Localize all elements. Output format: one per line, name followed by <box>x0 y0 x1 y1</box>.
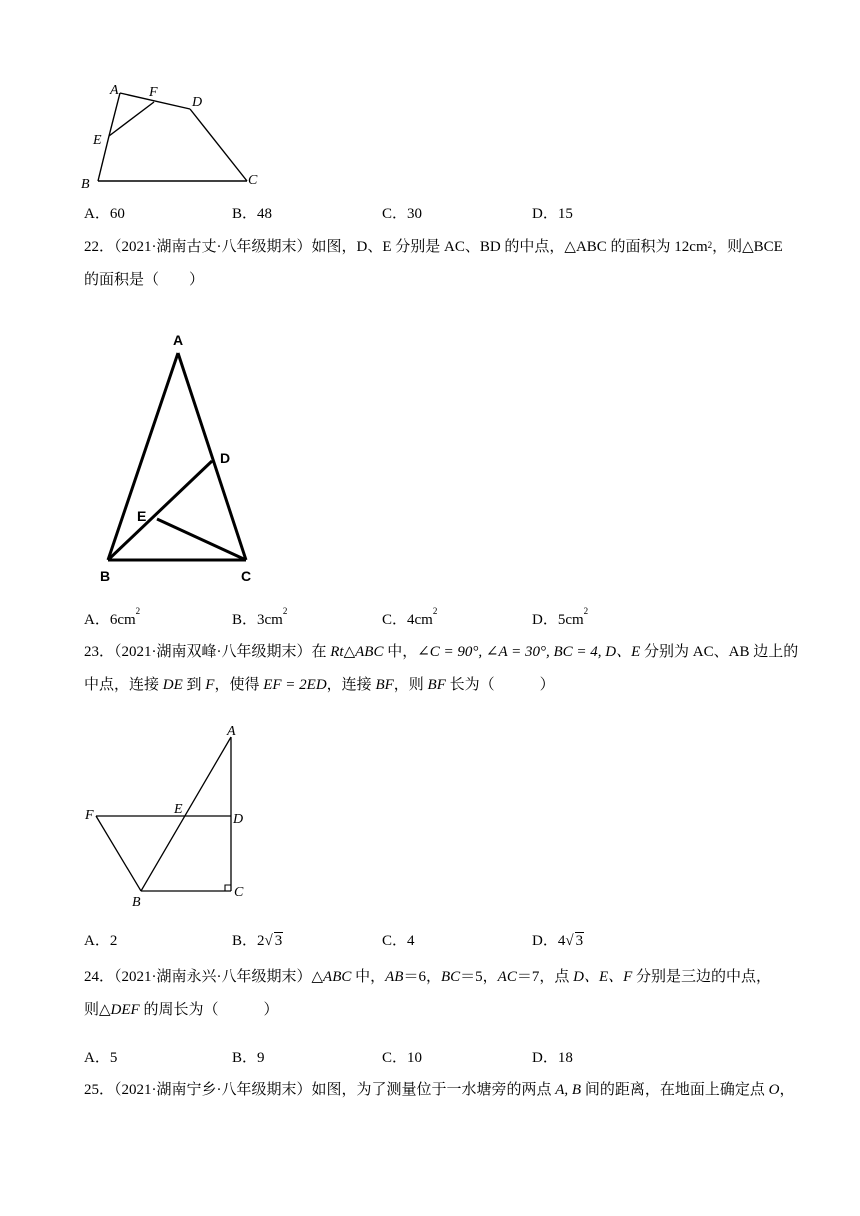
q23-option-d-prefix: D． <box>532 933 558 949</box>
q22-label-b: B <box>100 568 111 584</box>
q23-label-e: E <box>174 802 183 817</box>
q22-line-2: 的面积是（ ） <box>84 272 205 288</box>
q22-line-1 <box>84 231 784 264</box>
q21-label-f: F <box>149 85 158 100</box>
q22-text-a: 22．（2021·湖南古丈·八年级期末）如图，D、E 分别是 AC、BD 的中点，△ABC 的面积为 12cm <box>84 239 708 255</box>
q23-segment-fb <box>96 816 141 891</box>
q24-l2-a: 则△ <box>84 1002 111 1018</box>
q22-segment-ec <box>157 519 246 560</box>
q24-option-b[interactable]: B．9 <box>232 1050 265 1066</box>
q23-l2-c: ，使得 <box>214 677 264 693</box>
q22-option-c-text: C．4cm <box>382 612 433 628</box>
q23-option-b-radicand: 3 <box>274 933 283 949</box>
radical-sign-icon: √ <box>565 933 574 949</box>
q22-option-b-sup: 2 <box>282 606 288 616</box>
q24-abc: ABC <box>323 969 352 985</box>
q21-option-a[interactable]: A．60 <box>84 206 125 222</box>
q24-def-2: DEF <box>110 1002 140 1018</box>
radical-sign-icon: √ <box>264 933 273 949</box>
q22-option-a-text: A．6cm <box>84 612 136 628</box>
q25-mid: 间的距离，在地面上确定点 <box>581 1082 769 1098</box>
q21-edge-cd <box>190 109 247 181</box>
q22-option-d[interactable] <box>532 608 588 629</box>
q21-label-e: E <box>93 133 102 148</box>
q24-prefix: 24．（2021·湖南永兴·八年级期末）△ <box>84 969 324 985</box>
q24-ab: AB <box>385 969 404 985</box>
q24-def: D、E、F <box>573 969 633 985</box>
q23-mid: 中， <box>383 644 418 660</box>
q24-v1: ＝6， <box>403 969 441 985</box>
q23-de: DE <box>162 677 183 693</box>
q22-edge-ab <box>108 353 178 560</box>
q22-option-d-sup: 2 <box>583 606 589 616</box>
q23-l2-d: ，连接 <box>326 677 376 693</box>
q23-bf-2: BF <box>427 677 446 693</box>
q21-option-d[interactable]: D．15 <box>532 206 573 222</box>
q23-rt-abc: Rt△ABC <box>330 644 384 660</box>
figure-21-quadrilateral <box>70 80 270 190</box>
question-23 <box>84 636 799 702</box>
q23-option-d-radicand: 3 <box>575 933 584 949</box>
q23-label-b: B <box>132 895 141 910</box>
question-25 <box>84 1074 795 1107</box>
q22-option-c-sup: 2 <box>432 606 438 616</box>
q21-label-b: B <box>81 177 90 192</box>
q23-l2-f: 长为（ ） <box>445 677 555 693</box>
q23-l2-e: ，则 <box>393 677 428 693</box>
q22-option-d-text: D．5cm <box>532 612 584 628</box>
q22-option-b[interactable] <box>232 608 287 629</box>
q23-option-a[interactable]: A．2 <box>84 933 118 949</box>
q25-o: O <box>768 1082 780 1098</box>
q23-line-2 <box>84 669 784 702</box>
q25-prefix: 25．（2021·湖南宁乡·八年级期末）如图，为了测量位于一水塘旁的两点 <box>84 1082 556 1098</box>
q24-line-2 <box>84 994 784 1027</box>
q24-v3: ＝7，点 <box>516 969 574 985</box>
q21-label-a: A <box>110 83 119 98</box>
q22-sup: 2 <box>707 240 713 250</box>
q23-option-c[interactable]: C．4 <box>382 933 415 949</box>
q23-edge-ab <box>141 737 231 891</box>
figure-23-right-triangle <box>80 715 280 915</box>
q22-label-a: A <box>173 332 184 348</box>
q21-label-c: C <box>248 173 258 188</box>
q24-mid: 中， <box>351 969 386 985</box>
q22-option-c[interactable] <box>382 608 437 629</box>
q22-text-b: ，则△BCE <box>712 239 783 255</box>
q24-tail: 分别是三边的中点， <box>632 969 772 985</box>
q22-label-c: C <box>241 568 252 584</box>
q21-label-d: D <box>192 95 203 110</box>
q22-option-b-text: B．3cm <box>232 612 283 628</box>
q21-option-b[interactable]: B．48 <box>232 206 273 222</box>
q23-condition: ∠C = 90°, ∠A = 30°, BC = 4, D、E <box>417 644 641 660</box>
q23-prefix: 23．（2021·湖南双峰·八年级期末）在 <box>84 644 331 660</box>
q25-tail: ， <box>779 1082 795 1098</box>
q23-label-f: F <box>85 808 94 823</box>
q23-option-d[interactable] <box>532 929 584 950</box>
q22-edge-ac <box>178 353 246 560</box>
q21-option-c[interactable]: C．30 <box>382 206 423 222</box>
q24-option-d[interactable]: D．18 <box>532 1050 573 1066</box>
q25-ab: A, B <box>555 1082 582 1098</box>
q23-option-b-coef: 2 <box>257 933 265 949</box>
q23-option-b-prefix: B． <box>232 933 258 949</box>
question-22 <box>84 231 784 297</box>
q23-label-a: A <box>227 724 236 739</box>
q22-label-e: E <box>137 508 147 524</box>
q23-option-d-coef: 4 <box>557 933 566 949</box>
q23-ef: EF = 2ED <box>263 677 327 693</box>
q24-option-a[interactable]: A．5 <box>84 1050 118 1066</box>
q24-v2: ＝5， <box>460 969 498 985</box>
q24-line-1 <box>84 961 784 994</box>
q24-ac: AC <box>497 969 517 985</box>
q25-line-1 <box>84 1074 795 1107</box>
q23-l2-b: 到 <box>182 677 206 693</box>
q23-label-d: D <box>233 812 244 827</box>
q23-bf: BF <box>375 677 394 693</box>
figure-22-triangle <box>90 325 290 590</box>
q24-bc: BC <box>440 969 461 985</box>
q22-option-a-sup: 2 <box>135 606 141 616</box>
q23-label-c: C <box>234 885 244 900</box>
q23-l2-a: 中点，连接 <box>84 677 163 693</box>
q24-option-c[interactable]: C．10 <box>382 1050 423 1066</box>
q23-tail: 分别为 AC、AB 边上的 <box>640 644 799 660</box>
q23-right-angle-mark <box>225 885 231 891</box>
q23-option-b[interactable] <box>232 929 283 950</box>
q22-option-a[interactable] <box>84 608 140 629</box>
q23-line-1 <box>84 636 799 669</box>
question-24 <box>84 961 784 1027</box>
q22-label-d: D <box>220 450 231 466</box>
q24-l2-b: 的周长为（ ） <box>139 1002 279 1018</box>
q23-f: F <box>205 677 215 693</box>
